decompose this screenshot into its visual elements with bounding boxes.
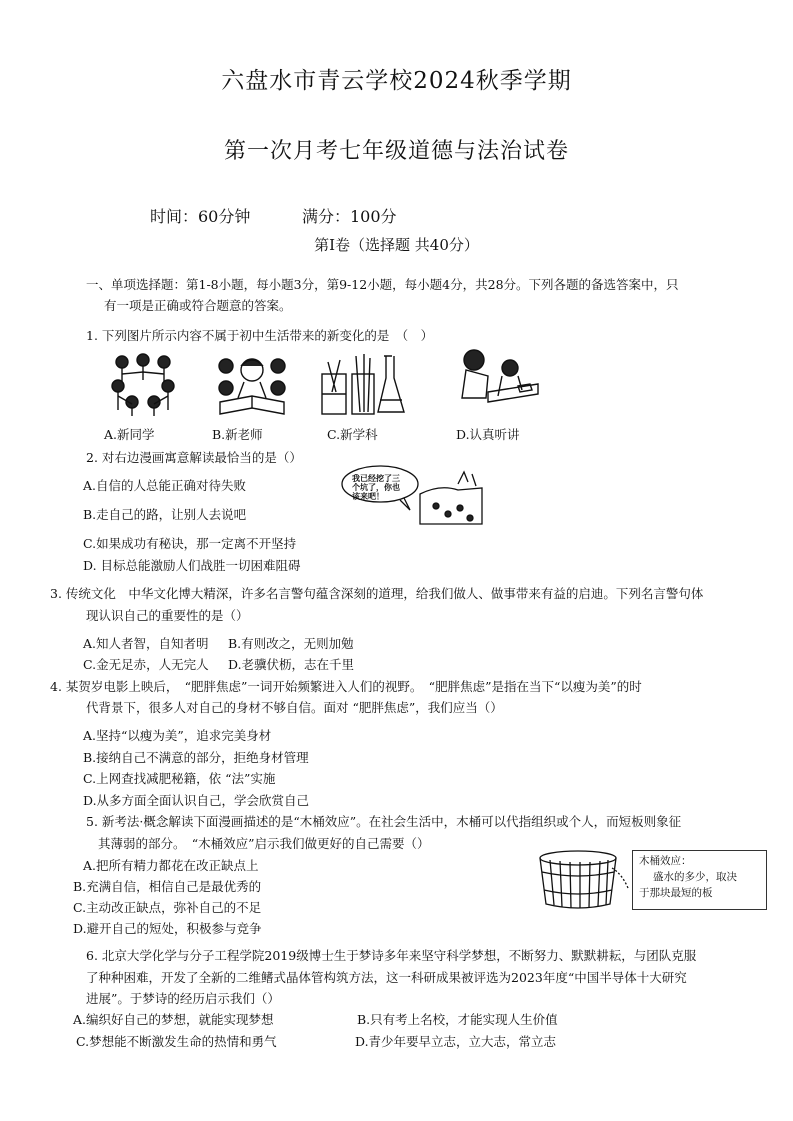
question-6-stem-1: 6. 北京大学化学与分子工程学院2019级博士生于梦诗多年来坚守科学梦想，不断努力、默默耕耘，与团队克服 [86,948,697,963]
q6-option-c: C.梦想能不断激发生命的热情和勇气 [76,1034,277,1049]
question-3-stem-2: 现认识自己的重要性的是（） [86,608,249,623]
cartoon-speech-bubble [352,474,400,501]
q5-option-d: D.避开自己的短处，积极参与竞争 [73,921,262,936]
section-heading: 第Ⅰ卷（选择题 共40分） [314,236,479,254]
q3-option-c: C.金无足赤，人无完人 [83,657,209,672]
q3-option-d: D.老骥伏枥，志在千里 [228,657,355,672]
q4-option-d: D.从多方面全面认识自己，学会欣赏自己 [83,793,310,808]
teacher-reading-icon [214,352,290,422]
question-6-stem-2: 了种种困难，开发了全新的二维鳍式晶体管构筑方法，这一科研成果被评选为2023年度“中国半导体十大研究 [86,970,687,985]
question-5-stem-1: 5. 新考法·概念解读下面漫画描述的是“木桶效应”。在社会生活中，木桶可以代指组织或个人，而短板则象征 [86,814,682,829]
q1-option-c: C.新学科 [327,427,378,442]
exam-subtitle: 第一次月考七年级道德与法治试卷 [223,139,569,164]
instructions-line-1: 一、单项选择题：第1-8小题，每小题3分，第9-12小题，每小题4分，共28分。下列各题的备选答案中，只 [86,277,679,292]
question-2-stem: 2. 对右边漫画寓意解读最恰当的是（） [86,450,302,465]
students-group-icon [108,352,178,422]
bubble-line-2: 个坑了，你也 [352,482,400,492]
q1-option-b: B.新老师 [212,427,263,442]
q1-option-a: A.新同学 [104,427,155,442]
question-6-stem-3: 进展”。于梦诗的经历启示我们（） [86,991,280,1006]
q1-option-d: D.认真听讲 [456,427,520,442]
q6-option-a: A.编织好自己的梦想，就能实现梦想 [73,1012,274,1027]
exam-score: 满分：100分 [302,207,397,226]
q2-option-a: A.自信的人总能正确对待失败 [83,478,247,493]
q4-option-c: C.上网查找减肥秘籍，依 “法”实施 [83,771,276,786]
wooden-bucket-icon [536,848,632,914]
instructions-line-2: 有一项是正确或符合题意的答案。 [104,298,292,313]
note-line-1: 木桶效应： [639,855,692,867]
q2-option-d: D. 目标总能激励人们战胜一切困难阻碍 [83,558,301,573]
q4-option-b: B.接纳自己不满意的部分，拒绝身材管理 [83,750,309,765]
q4-option-a: A.坚持“以瘦为美”，追求完美身材 [83,728,272,743]
exam-time: 时间：60分钟 [150,207,251,226]
question-4-stem-1: 4. 某贺岁电影上映后， “肥胖焦虑”一词开始频繁进入人们的视野。 “肥胖焦虑”是指在当下“以瘦为美”的时 [50,679,642,694]
q6-option-d: D.青少年要早立志，立大志，常立志 [355,1034,557,1049]
q2-option-b: B.走自己的路，让别人去说吧 [83,507,247,522]
q5-option-c: C.主动改正缺点，弥补自己的不足 [73,900,262,915]
note-line-3: 于那块最短的板 [639,887,713,899]
q2-option-c: C.如果成功有秘诀，那一定离不开坚持 [83,536,297,551]
question-4-stem-2: 代背景下，很多人对自己的身材不够自信。面对 “肥胖焦虑”，我们应当（） [86,700,503,715]
exam-title: 六盘水市青云学校2024秋季学期 [221,68,572,94]
q3-option-a: A.知人者智，自知者明 [83,636,209,651]
note-line-2: 盛水的多少，取决 [653,871,737,883]
bubble-line-3: 该来吧！ [352,491,384,501]
q6-option-b: B.只有考上名校，才能实现人生价值 [357,1012,558,1027]
question-3-stem-1: 3. 传统文化 中华文化博大精深，许多名言警句蕴含深刻的道理，给我们做人、做事带来有益的启迪。下列名言警句体 [50,586,704,601]
bubble-line-1: 我已经挖了三 [352,473,400,483]
bucket-effect-note [632,850,767,910]
q5-option-b: B.充满自信，相信自己是最优秀的 [73,879,262,894]
question-1-stem: 1. 下列图片所示内容不属于初中生活带来的新变化的是 （ ） [86,328,434,343]
q5-option-a: A.把所有精力都花在改正缺点上 [83,858,259,873]
q3-option-b: B.有则改之，无则加勉 [228,636,354,651]
students-listening-icon [458,346,540,416]
question-5-stem-2: 其薄弱的部分。 “木桶效应”启示我们做更好的自己需要（） [98,836,430,851]
lab-equipment-icon [320,352,408,422]
